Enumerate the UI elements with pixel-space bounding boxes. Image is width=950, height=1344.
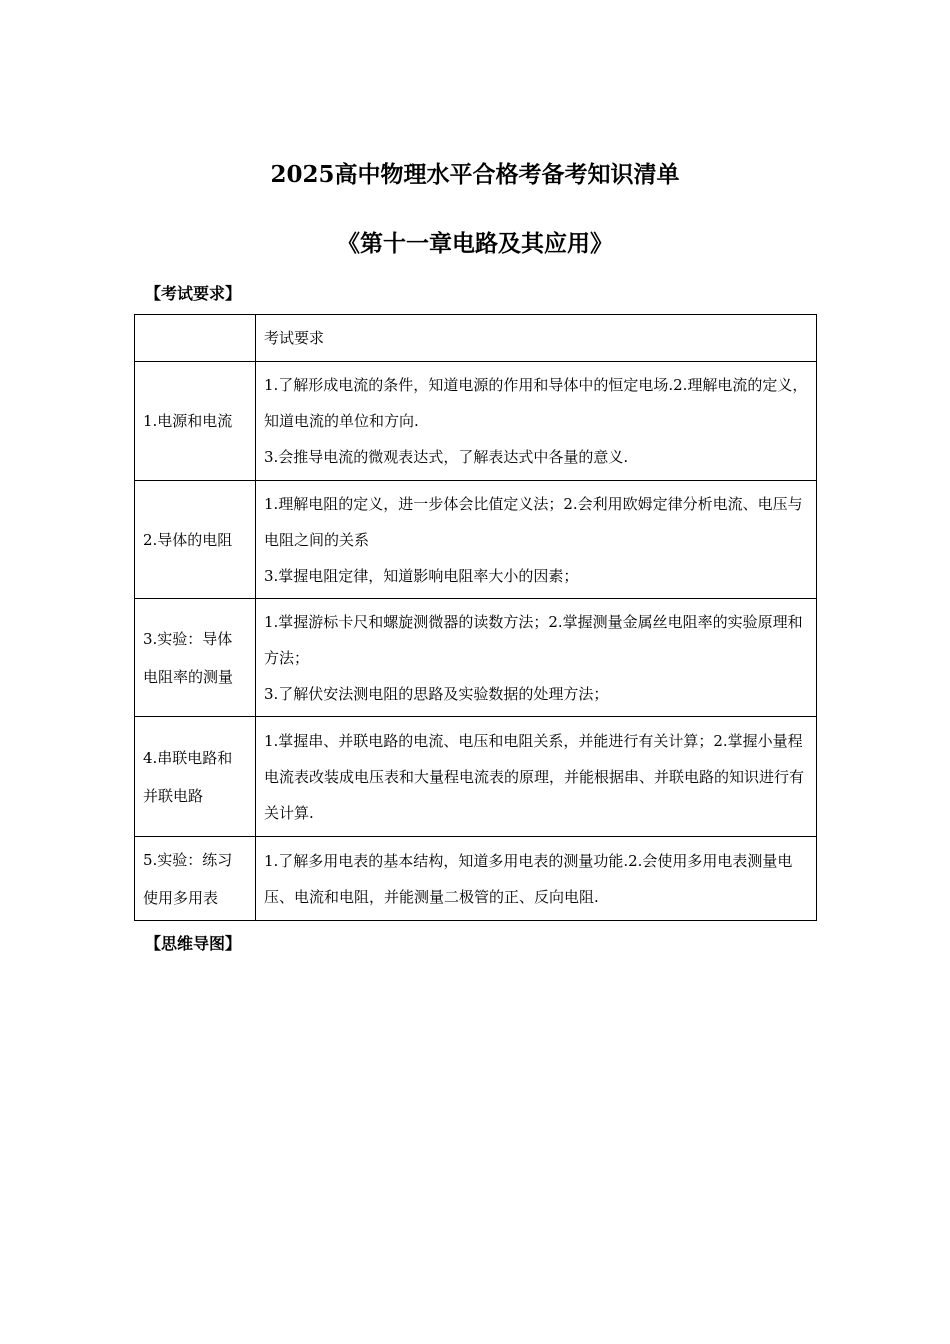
requirements-cell: [256, 837, 817, 921]
chapter-subtitle: 《第十一章电路及其应用》: [337, 230, 613, 257]
table-header-cell-topic: [135, 315, 256, 362]
exam-requirements-table: [134, 314, 817, 921]
topic-cell: 4.串联电路和并联电路: [135, 717, 256, 837]
requirements-cell: [256, 599, 817, 717]
table-row: [135, 481, 817, 599]
table-row: [135, 599, 817, 717]
table-header-row: [135, 315, 817, 362]
requirement-text: 1.掌握串、并联电路的电流、电压和电阻关系，并能进行有关计算；2.掌握小量程电流表改装成电压表和大量程电流表的原理，并能根据串、并联电路的知识进行有关计算.: [264, 731, 805, 822]
table-row: [135, 717, 817, 837]
requirement-text: 1.了解多用电表的基本结构，知道多用电表的测量功能.2.会使用多用电表测量电压、电流和电阻，并能测量二极管的正、反向电阻.: [264, 851, 793, 906]
table-row: [135, 362, 817, 481]
requirement-text: 3.掌握电阻定律，知道影响电阻率大小的因素；: [264, 566, 579, 585]
requirements-cell: [256, 362, 817, 481]
exam-requirements-heading: 【考试要求】: [145, 284, 242, 303]
topic-cell: 3.实验：导体电阻率的测量: [135, 599, 256, 717]
requirements-cell: [256, 481, 817, 599]
requirement-text: 1.了解形成电流的条件，知道电源的作用和导体中的恒定电场.2.理解电流的定义，知道电流的单位和方向.: [264, 376, 808, 430]
requirement-text: 1.掌握游标卡尺和螺旋测微器的读数方法；2.掌握测量金属丝电阻率的实验原理和方法；: [264, 612, 803, 667]
table-header-cell-requirements: 考试要求: [256, 315, 817, 362]
topic-cell: 1.电源和电流: [135, 362, 256, 481]
document-title: 2025高中物理水平合格考备考知识清单: [270, 161, 680, 188]
table-row: [135, 837, 817, 921]
topic-cell: 5.实验：练习使用多用表: [135, 837, 256, 921]
requirement-text: 3.会推导电流的微观表达式，了解表达式中各量的意义.: [264, 448, 629, 466]
requirement-text: 1.理解电阻的定义，进一步体会比值定义法；2.会利用欧姆定律分析电流、电压与电阻之间的关系: [264, 494, 803, 549]
mindmap-heading: 【思维导图】: [145, 934, 242, 953]
topic-cell: 2.导体的电阻: [135, 481, 256, 599]
requirement-text: 3.了解伏安法测电阻的思路及实验数据的处理方法；: [264, 684, 609, 703]
requirements-cell: [256, 717, 817, 837]
